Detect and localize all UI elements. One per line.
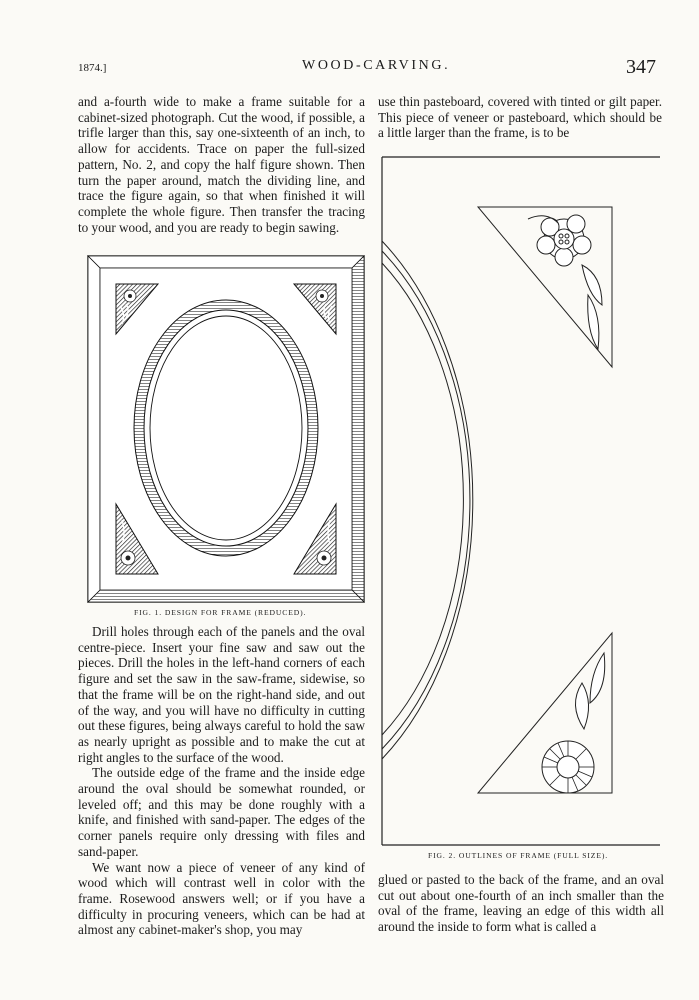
running-head-date: 1874.]	[78, 62, 107, 74]
corner-panel-top	[478, 207, 612, 367]
paragraph: We want now a piece of veneer of any kind of wood which will contrast well in color with the frame. Rosewood answers well; or if you have a difficulty in procuring veneers, which can be had at almost any cabinet-maker's shop, you may	[78, 859, 365, 938]
figure-1-caption: FIG. 1. DESIGN FOR FRAME (REDUCED).	[134, 608, 307, 617]
column-2-bottom-text	[378, 872, 664, 935]
paragraph: Drill holes through each of the panels and the oval centre-piece. Insert your fine saw and saw out the pieces. Drill the holes in the left-hand corners of each figure and set the saw in the saw-frame, sidewise, so that the frame will be on the right-hand side, and out of the way, and you will have no difficulty in cutting out these figures, being always careful to hold the saw as nearly upright as possible and to make the cut at right angles to the surface of the wood.	[78, 624, 365, 765]
column-2-top-text	[378, 94, 662, 141]
paragraph: glued or pasted to the back of the frame, and an oval cut out about one-fourth of an inch smaller than the oval of the frame, leaving an edge of this width all around the inside to form what is called a	[378, 872, 664, 935]
figure-2-caption: FIG. 2. OUTLINES OF FRAME (FULL SIZE).	[428, 851, 609, 860]
figure-2-frame-outline	[378, 155, 664, 855]
paragraph: use thin pasteboard, covered with tinted or gilt paper. This piece of veneer or pasteboard, which should be a little larger than the frame, is to be	[378, 94, 662, 141]
corner-panel-bottom	[478, 633, 612, 793]
running-head-title: WOOD-CARVING.	[302, 58, 451, 73]
paragraph: and a-fourth wide to make a frame suitable for a cabinet-sized photograph. Cut the wood, if possible, a trifle larger than this, say one-sixteenth of an inch, to allow for accidents. Trace on paper the full-sized pattern, No. 2, and copy the half figure shown. Then turn the paper around, match the dividing line, and trace the figure again, so that when finished it will complete the whole figure. Then transfer the tracing to your wood, and you are ready to begin sawing.	[78, 94, 365, 235]
page-number: 347	[626, 56, 656, 78]
figure-1-frame-design	[86, 254, 366, 604]
column-1-bottom-text	[78, 624, 365, 938]
column-1-top-text	[78, 94, 365, 235]
paragraph: The outside edge of the frame and the inside edge around the oval should be somewhat rounded, or leveled off; and this may be done roughly with a knife, and finished with sand-paper. The edges of the corner panels require only dressing with files and sand-paper.	[78, 765, 365, 859]
